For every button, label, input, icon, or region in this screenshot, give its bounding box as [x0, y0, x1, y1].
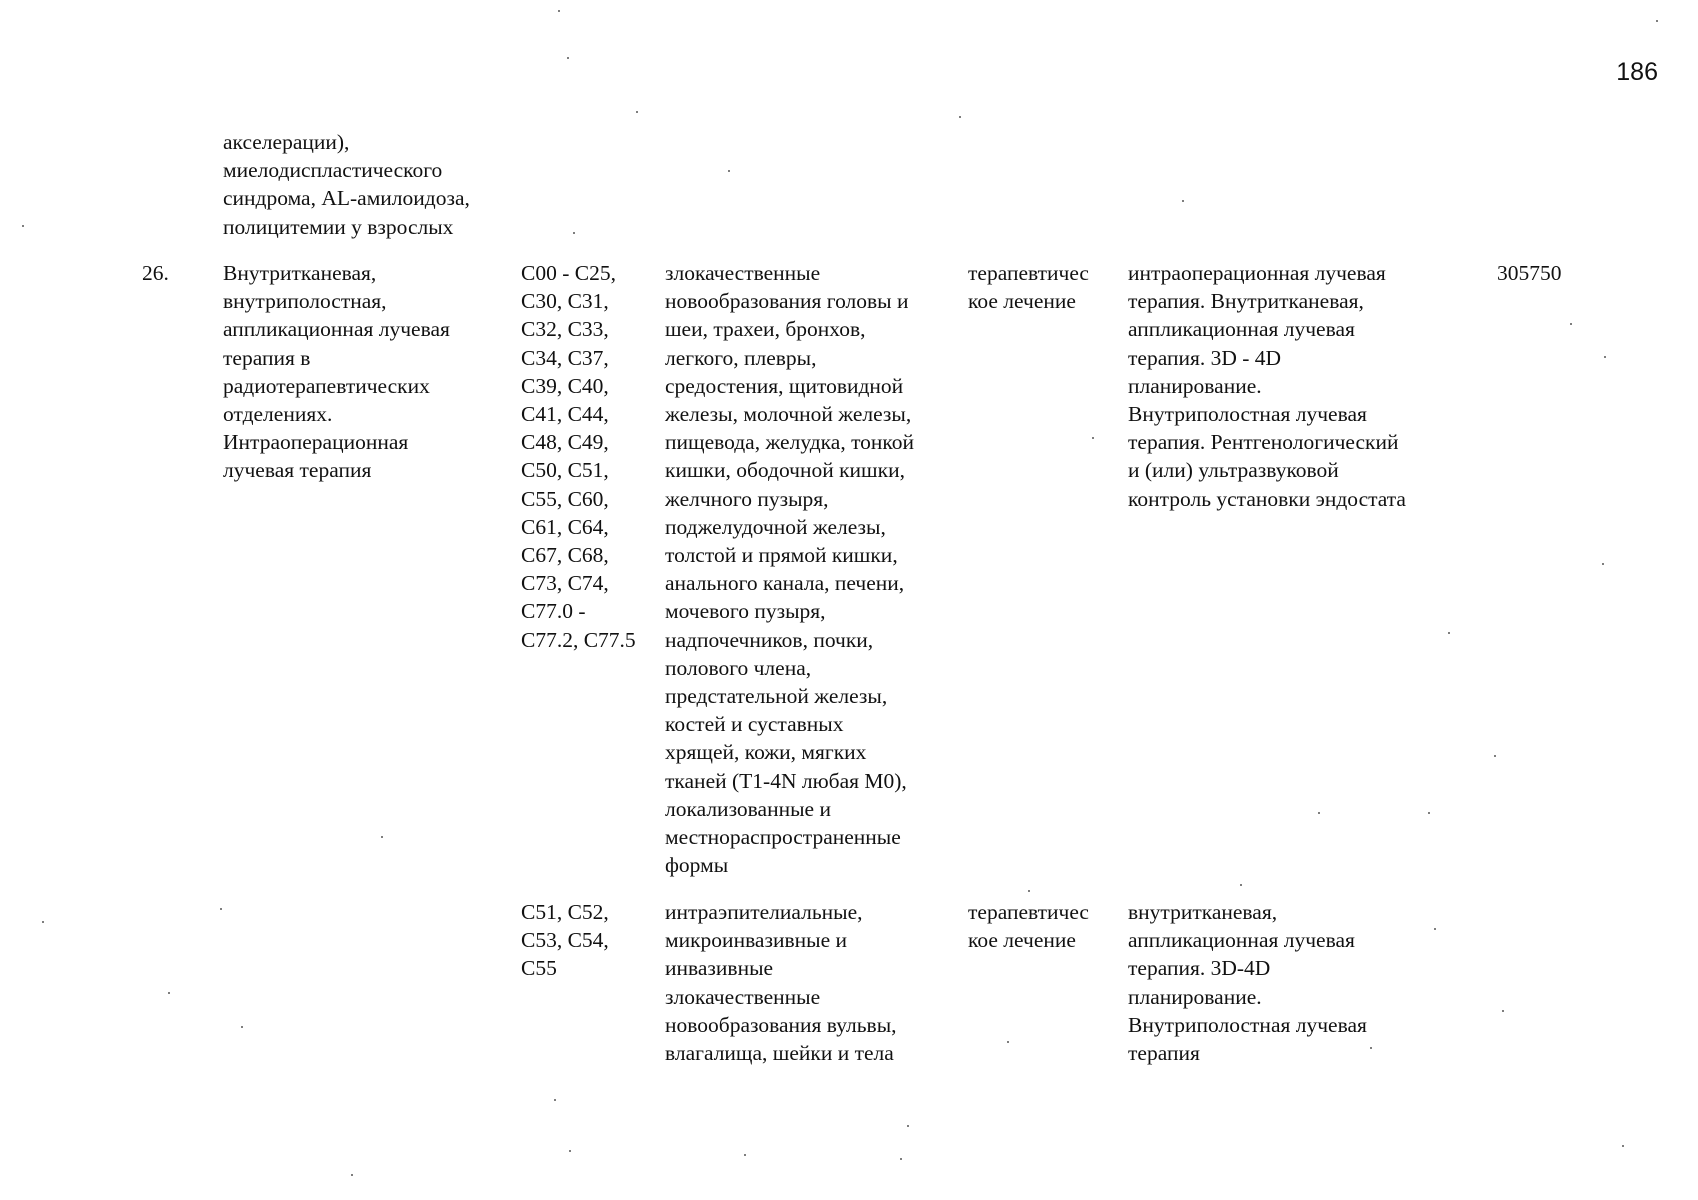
- scan-speck: [558, 10, 560, 12]
- treatment-method-cell: Внутритканевая, внутриполостная, аппликационная лучевая терапия в радиотерапевтических отделениях. Интраоперационная лучевая терапия: [223, 261, 450, 483]
- scan-speck: [1182, 200, 1184, 202]
- scan-speck: [1007, 1041, 1009, 1043]
- scan-speck: [381, 836, 383, 838]
- scan-speck: [1494, 755, 1496, 757]
- scan-speck: [554, 1099, 556, 1101]
- scan-speck: [1502, 1010, 1504, 1012]
- scan-speck: [1028, 890, 1030, 892]
- scan-speck: [168, 992, 170, 994]
- row-index: 26.: [142, 261, 169, 285]
- scan-speck: [1240, 884, 1242, 886]
- scan-speck: [1370, 1047, 1372, 1049]
- patient-model-cell: злокачественные новообразования головы и шеи, трахеи, бронхов, легкого, плевры, средостения, щитовидной железы, молочной железы, пищевода, желудка, тонкой кишки, ободочной кишки, желчного пузыря, поджелудочной железы, толстой и прямой кишки, анального канала, печени, мочевого пузыря, надпочечников, почки, полового члена, предстательной железы, костей и суставных хрящей, кожи, мягких тканей (T1-4N любая M0), локализованные и местнораспространенные формы: [665, 261, 915, 878]
- scan-speck: [744, 1154, 746, 1156]
- patient-model-cell: интраэпителиальные, микроинвазивные и инвазивные злокачественные новообразования вульвы, влагалища, шейки и тела: [665, 900, 897, 1066]
- scan-speck: [1570, 323, 1572, 325]
- scan-speck: [636, 111, 638, 113]
- scan-speck: [728, 170, 730, 172]
- icd-codes-cell: C00 - C25, C30, C31, C32, C33, C34, C37, C39, C40, C41, C44, C48, C49, C50, C51, C55, C60, C61, C64, C67, C68, C73, C74, C77.0 - C77.2, C77.5: [521, 261, 636, 652]
- scan-speck: [907, 1125, 909, 1127]
- scan-speck: [42, 921, 44, 923]
- scan-speck: [567, 57, 569, 59]
- scan-speck: [573, 232, 575, 234]
- scan-speck: [959, 116, 961, 118]
- cost-cell: 305750: [1497, 261, 1562, 285]
- scan-speck: [1092, 437, 1094, 439]
- scan-speck: [1656, 20, 1658, 22]
- scan-speck: [1602, 563, 1604, 565]
- scan-speck: [351, 1174, 353, 1176]
- icd-codes-cell: C51, C52, C53, C54, C55: [521, 900, 609, 981]
- scan-speck: [1318, 812, 1320, 814]
- scan-speck: [22, 225, 24, 227]
- page-number: 186: [1616, 58, 1658, 86]
- scan-speck: [900, 1158, 902, 1160]
- treatment-description-cell: интраоперационная лучевая терапия. Внутритканевая, аппликационная лучевая терапия. 3D - 4D планирование. Внутриполостная лучевая терапия. Рентгенологический и (или) ультразвуковой контроль установки эндостата: [1128, 261, 1406, 511]
- scan-speck: [1448, 632, 1450, 634]
- treatment-type-cell: терапевтичес кое лечение: [968, 261, 1089, 314]
- continuation-diagnosis-text: акселерации), миелодиспластического синдрома, AL-амилоидоза, полицитемии у взрослых: [223, 130, 470, 239]
- scan-speck: [1622, 1145, 1624, 1147]
- scan-speck: [1604, 356, 1606, 358]
- scan-speck: [241, 1026, 243, 1028]
- scan-speck: [569, 1150, 571, 1152]
- scan-speck: [1434, 928, 1436, 930]
- treatment-type-cell: терапевтичес кое лечение: [968, 900, 1089, 953]
- scan-speck: [1428, 812, 1430, 814]
- scan-speck: [220, 908, 222, 910]
- treatment-description-cell: внутритканевая, аппликационная лучевая терапия. 3D-4D планирование. Внутриполостная лучевая терапия: [1128, 900, 1367, 1066]
